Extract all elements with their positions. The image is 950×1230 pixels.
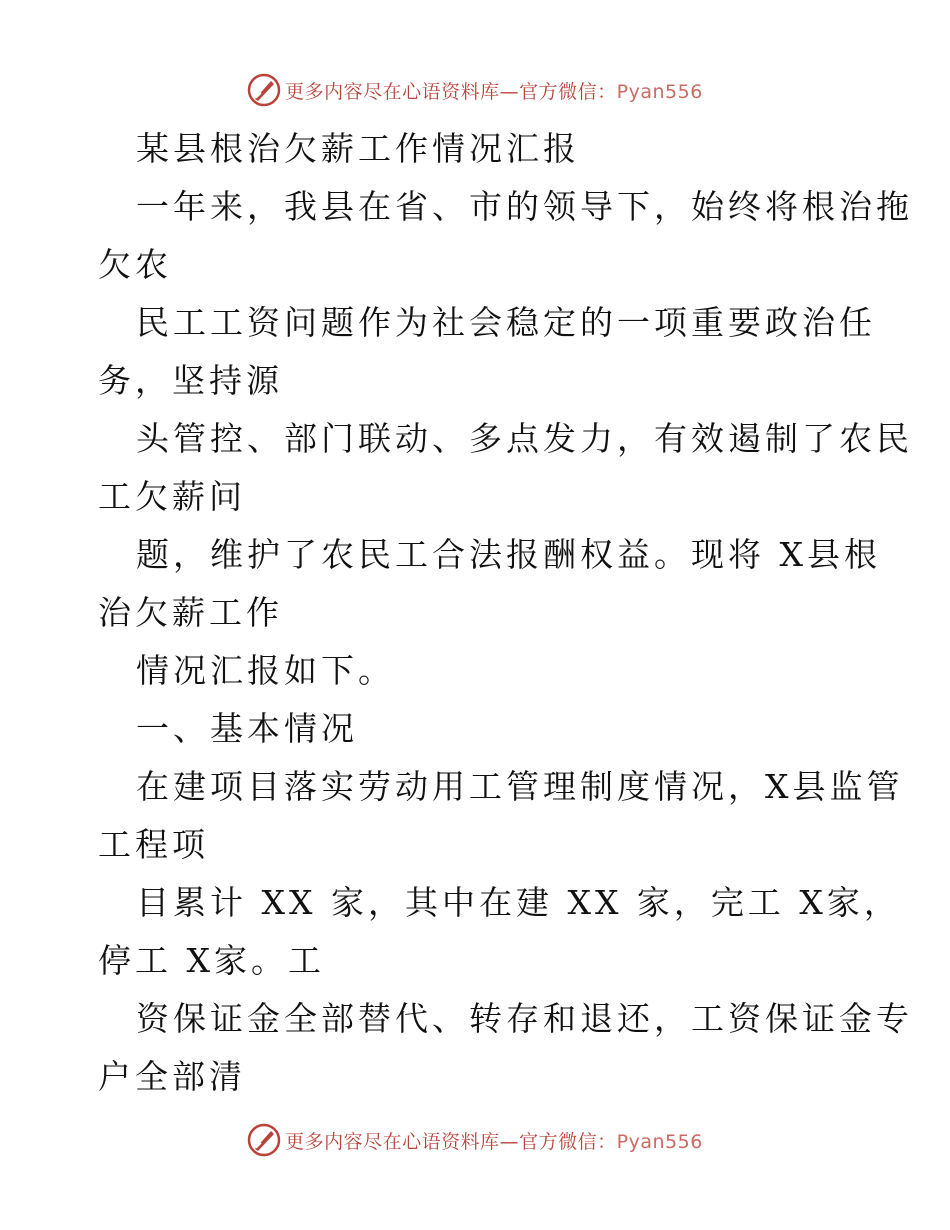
text-line: 头管控、部门联动、多点发力，有效遏制了农民 [136,419,913,458]
text-line: 情况汇报如下。 [136,651,395,690]
text-line: 工程项 [98,825,209,864]
text-line: 户全部清 [98,1057,246,1096]
text-line: 在建项目落实劳动用工管理制度情况，X县监管 [136,767,904,806]
watermark-text: 更多内容尽在心语资料库—官方微信：Pyan556 [285,1130,703,1153]
text-line: 一年来，我县在省、市的领导下，始终将根治拖 [136,187,913,226]
text-line: 资保证金全部替代、转存和退还，工资保证金专 [136,999,913,1038]
text-line: 目累计 XX 家，其中在建 XX 家，完工 X家， [136,883,901,922]
text-line: 停工 X家。工 [98,941,325,980]
text-line: 某县根治欠薪工作情况汇报 [136,129,580,168]
text-line: 工欠薪问 [98,477,246,516]
text-line: 一、基本情况 [136,709,358,748]
wechat-id: Pyan556 [616,1130,703,1153]
wechat-id: Pyan556 [616,80,703,103]
quill-logo-icon [247,73,281,107]
watermark-text: 更多内容尽在心语资料库—官方微信：Pyan556 [285,80,703,103]
text-line: 务，坚持源 [98,361,283,400]
text-line: 治欠薪工作 [98,593,283,632]
quill-logo-icon [247,1123,281,1157]
watermark-footer [0,1120,950,1160]
text-line: 题，维护了农民工合法报酬权益。现将 X县根 [136,535,881,574]
text-line: 民工工资问题作为社会稳定的一项重要政治任 [136,303,876,342]
watermark-header [0,70,950,110]
text-line: 欠农 [98,245,172,284]
document-body [98,120,913,1106]
